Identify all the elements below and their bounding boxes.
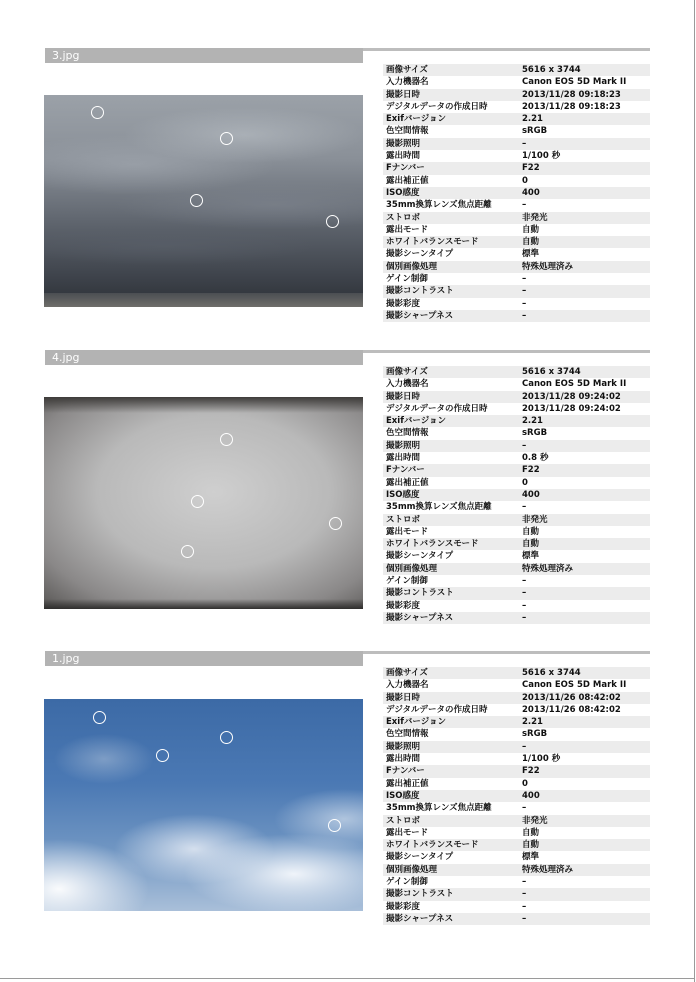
exif-value: 非発光 xyxy=(522,815,548,826)
exif-key: ISO感度 xyxy=(386,790,420,801)
exif-row xyxy=(383,667,650,679)
exif-key: 撮影彩度 xyxy=(386,298,421,309)
page-border xyxy=(0,978,695,979)
photo-entry xyxy=(0,48,696,338)
exif-row xyxy=(383,89,650,101)
exif-value: 0 xyxy=(522,175,528,186)
point-marker xyxy=(328,819,341,832)
exif-row xyxy=(383,851,650,863)
exif-value: – xyxy=(522,200,527,211)
exif-value: 2013/11/28 09:24:02 xyxy=(522,403,621,414)
exif-value: F22 xyxy=(522,766,540,777)
exif-value: – xyxy=(522,600,527,611)
exif-key: 撮影照明 xyxy=(386,440,421,451)
exif-row xyxy=(383,378,650,390)
photo-thumbnail[interactable] xyxy=(44,95,363,307)
exif-value: – xyxy=(522,286,527,297)
exif-value: 非発光 xyxy=(522,212,548,223)
exif-row xyxy=(383,612,650,624)
exif-row xyxy=(383,150,650,162)
divider xyxy=(363,350,650,353)
exif-row xyxy=(383,600,650,612)
exif-value: 2013/11/28 09:24:02 xyxy=(522,391,621,402)
point-marker xyxy=(191,495,204,508)
divider xyxy=(363,48,650,51)
exif-value: 特殊処理済み xyxy=(522,864,574,875)
point-marker xyxy=(220,731,233,744)
exif-row xyxy=(383,913,650,925)
exif-row xyxy=(383,212,650,224)
exif-key: 露出時間 xyxy=(386,453,421,464)
exif-value: Canon EOS 5D Mark II xyxy=(522,379,627,390)
exif-value: 2.21 xyxy=(522,114,543,125)
exif-key: Fナンバー xyxy=(386,465,425,476)
exif-value: 2013/11/28 09:18:23 xyxy=(522,89,621,100)
exif-value: 非発光 xyxy=(522,514,548,525)
exif-value: 2013/11/26 08:42:02 xyxy=(522,704,621,715)
photo-entry xyxy=(0,651,696,941)
exif-row xyxy=(383,765,650,777)
exif-key: 個別画像処理 xyxy=(386,563,438,574)
exif-value: sRGB xyxy=(522,126,548,137)
exif-row xyxy=(383,514,650,526)
exif-key: 35mm換算レンズ焦点距離 xyxy=(386,502,492,513)
exif-key: 撮影照明 xyxy=(386,741,421,752)
exif-row xyxy=(383,778,650,790)
exif-value: 特殊処理済み xyxy=(522,261,574,272)
exif-value: 特殊処理済み xyxy=(522,563,574,574)
point-marker xyxy=(93,711,106,724)
exif-key: ホワイトバランスモード xyxy=(386,840,479,851)
exif-value: – xyxy=(522,877,527,888)
exif-value: – xyxy=(522,612,527,623)
exif-value: F22 xyxy=(522,163,540,174)
exif-key: ストロボ xyxy=(386,514,421,525)
exif-row xyxy=(383,113,650,125)
exif-row xyxy=(383,464,650,476)
exif-row xyxy=(383,876,650,888)
exif-key: 撮影日時 xyxy=(386,391,421,402)
exif-row xyxy=(383,199,650,211)
exif-row xyxy=(383,790,650,802)
exif-key: 露出補正値 xyxy=(386,778,429,789)
point-marker xyxy=(91,106,104,119)
exif-row xyxy=(383,236,650,248)
exif-value: 自動 xyxy=(522,827,540,838)
exif-row xyxy=(383,526,650,538)
photo-entry xyxy=(0,350,696,640)
exif-value: 5616 x 3744 xyxy=(522,367,581,377)
exif-key: ホワイトバランスモード xyxy=(386,237,479,248)
exif-key: 画像サイズ xyxy=(386,65,428,75)
exif-key: デジタルデータの作成日時 xyxy=(386,101,488,112)
exif-key: ゲイン制御 xyxy=(386,877,428,888)
exif-key: 画像サイズ xyxy=(386,367,428,377)
exif-row xyxy=(383,741,650,753)
exif-key: ホワイトバランスモード xyxy=(386,539,479,550)
exif-row xyxy=(383,125,650,137)
exif-row xyxy=(383,815,650,827)
exif-table xyxy=(383,64,650,322)
exif-key: ストロボ xyxy=(386,815,421,826)
photo-title: 1.jpg xyxy=(45,651,363,666)
exif-row xyxy=(383,501,650,513)
exif-value: 自動 xyxy=(522,224,540,235)
vignette-top xyxy=(44,397,363,413)
exif-table xyxy=(383,667,650,925)
exif-value: 2.21 xyxy=(522,416,543,427)
exif-row xyxy=(383,477,650,489)
exif-key: 色空間情報 xyxy=(386,729,429,740)
exif-row xyxy=(383,187,650,199)
exif-row xyxy=(383,827,650,839)
exif-key: 撮影コントラスト xyxy=(386,286,454,297)
exif-key: ゲイン制御 xyxy=(386,576,428,587)
exif-value: 1/100 秒 xyxy=(522,151,561,162)
exif-key: 撮影シーンタイプ xyxy=(386,249,454,260)
exif-key: 撮影照明 xyxy=(386,138,421,149)
exif-value: – xyxy=(522,298,527,309)
exif-key: Fナンバー xyxy=(386,163,425,174)
exif-value: – xyxy=(522,310,527,321)
exif-row xyxy=(383,575,650,587)
exif-value: 0 xyxy=(522,778,528,789)
exif-key: 画像サイズ xyxy=(386,668,428,678)
exif-value: – xyxy=(522,576,527,587)
exif-key: 露出補正値 xyxy=(386,477,429,488)
exif-value: 0 xyxy=(522,477,528,488)
exif-key: 35mm換算レンズ焦点距離 xyxy=(386,200,492,211)
exif-value: – xyxy=(522,913,527,924)
point-marker xyxy=(220,433,233,446)
point-marker xyxy=(190,194,203,207)
exif-row xyxy=(383,550,650,562)
exif-row xyxy=(383,248,650,260)
exif-key: 撮影彩度 xyxy=(386,901,421,912)
exif-key: ISO感度 xyxy=(386,187,420,198)
exif-key: 露出モード xyxy=(386,526,429,537)
exif-key: 色空間情報 xyxy=(386,428,429,439)
exif-row xyxy=(383,64,650,76)
photo-thumbnail[interactable] xyxy=(44,397,363,609)
exif-key: 入力機器名 xyxy=(386,680,429,691)
exif-key: 個別画像処理 xyxy=(386,261,438,272)
exif-row xyxy=(383,563,650,575)
exif-row xyxy=(383,76,650,88)
exif-value: – xyxy=(522,138,527,149)
exif-row xyxy=(383,366,650,378)
exif-key: 色空間情報 xyxy=(386,126,429,137)
point-marker xyxy=(329,517,342,530)
exif-key: 露出モード xyxy=(386,224,429,235)
divider xyxy=(363,651,650,654)
exif-value: 0.8 秒 xyxy=(522,453,549,464)
exif-key: ストロボ xyxy=(386,212,421,223)
photo-title: 4.jpg xyxy=(45,350,363,365)
exif-key: 撮影シャープネス xyxy=(386,310,454,321)
exif-row xyxy=(383,692,650,704)
exif-value: 400 xyxy=(522,489,540,500)
exif-row xyxy=(383,138,650,150)
exif-row xyxy=(383,802,650,814)
exif-value: 自動 xyxy=(522,840,540,851)
point-marker xyxy=(156,749,169,762)
exif-row xyxy=(383,298,650,310)
exif-value: F22 xyxy=(522,465,540,476)
exif-row xyxy=(383,753,650,765)
exif-value: – xyxy=(522,889,527,900)
exif-row xyxy=(383,440,650,452)
exif-row xyxy=(383,175,650,187)
exif-row xyxy=(383,273,650,285)
exif-key: 撮影シャープネス xyxy=(386,913,454,924)
exif-key: 露出モード xyxy=(386,827,429,838)
exif-key: 露出補正値 xyxy=(386,175,429,186)
exif-value: 自動 xyxy=(522,237,540,248)
exif-row xyxy=(383,427,650,439)
exif-key: 撮影シーンタイプ xyxy=(386,551,454,562)
vignette-bottom xyxy=(44,599,363,609)
exif-row xyxy=(383,261,650,273)
exif-key: 撮影シャープネス xyxy=(386,612,454,623)
exif-value: 5616 x 3744 xyxy=(522,668,581,678)
exif-key: ISO感度 xyxy=(386,489,420,500)
exif-row xyxy=(383,716,650,728)
exif-value: – xyxy=(522,274,527,285)
exif-key: デジタルデータの作成日時 xyxy=(386,704,488,715)
exif-key: 撮影シーンタイプ xyxy=(386,852,454,863)
exif-value: 2013/11/26 08:42:02 xyxy=(522,692,621,703)
exif-row xyxy=(383,101,650,113)
exif-value: 標準 xyxy=(522,852,540,863)
point-marker xyxy=(326,215,339,228)
exif-value: – xyxy=(522,502,527,513)
exif-key: Exifバージョン xyxy=(386,416,447,427)
exif-value: sRGB xyxy=(522,428,548,439)
exif-key: 露出時間 xyxy=(386,151,421,162)
exif-key: 露出時間 xyxy=(386,754,421,765)
exif-value: Canon EOS 5D Mark II xyxy=(522,77,627,88)
exif-value: 400 xyxy=(522,790,540,801)
exif-row xyxy=(383,452,650,464)
exif-row xyxy=(383,162,650,174)
exif-value: Canon EOS 5D Mark II xyxy=(522,680,627,691)
exif-value: 1/100 秒 xyxy=(522,754,561,765)
exif-key: 撮影日時 xyxy=(386,89,421,100)
exif-key: Exifバージョン xyxy=(386,114,447,125)
exif-value: – xyxy=(522,803,527,814)
photo-title: 3.jpg xyxy=(45,48,363,63)
exif-row xyxy=(383,391,650,403)
exif-key: ゲイン制御 xyxy=(386,274,428,285)
exif-value: 自動 xyxy=(522,526,540,537)
exif-key: 撮影コントラスト xyxy=(386,588,454,599)
exif-value: – xyxy=(522,588,527,599)
exif-row xyxy=(383,489,650,501)
exif-value: – xyxy=(522,440,527,451)
exif-table xyxy=(383,366,650,624)
exif-row xyxy=(383,538,650,550)
exif-key: 35mm換算レンズ焦点距離 xyxy=(386,803,492,814)
exif-row xyxy=(383,888,650,900)
exif-value: 2.21 xyxy=(522,717,543,728)
exif-key: 入力機器名 xyxy=(386,77,429,88)
exif-value: 自動 xyxy=(522,539,540,550)
exif-row xyxy=(383,285,650,297)
exif-key: 個別画像処理 xyxy=(386,864,438,875)
exif-value: 5616 x 3744 xyxy=(522,65,581,75)
exif-key: デジタルデータの作成日時 xyxy=(386,403,488,414)
point-marker xyxy=(181,545,194,558)
exif-row xyxy=(383,728,650,740)
exif-key: 撮影彩度 xyxy=(386,600,421,611)
exif-key: 撮影日時 xyxy=(386,692,421,703)
exif-row xyxy=(383,587,650,599)
point-marker xyxy=(220,132,233,145)
exif-row xyxy=(383,679,650,691)
exif-value: sRGB xyxy=(522,729,548,740)
exif-row xyxy=(383,403,650,415)
exif-value: 標準 xyxy=(522,551,540,562)
exif-value: 2013/11/28 09:18:23 xyxy=(522,101,621,112)
photo-thumbnail[interactable] xyxy=(44,699,363,911)
exif-row xyxy=(383,864,650,876)
exif-key: 撮影コントラスト xyxy=(386,889,454,900)
exif-value: – xyxy=(522,741,527,752)
exif-key: Exifバージョン xyxy=(386,717,447,728)
exif-row xyxy=(383,224,650,236)
exif-value: 400 xyxy=(522,187,540,198)
exif-row xyxy=(383,839,650,851)
exif-key: Fナンバー xyxy=(386,766,425,777)
exif-row xyxy=(383,415,650,427)
exif-row xyxy=(383,704,650,716)
ground-strip xyxy=(44,293,363,307)
exif-row xyxy=(383,310,650,322)
exif-row xyxy=(383,901,650,913)
exif-value: 標準 xyxy=(522,249,540,260)
exif-value: – xyxy=(522,901,527,912)
exif-key: 入力機器名 xyxy=(386,379,429,390)
